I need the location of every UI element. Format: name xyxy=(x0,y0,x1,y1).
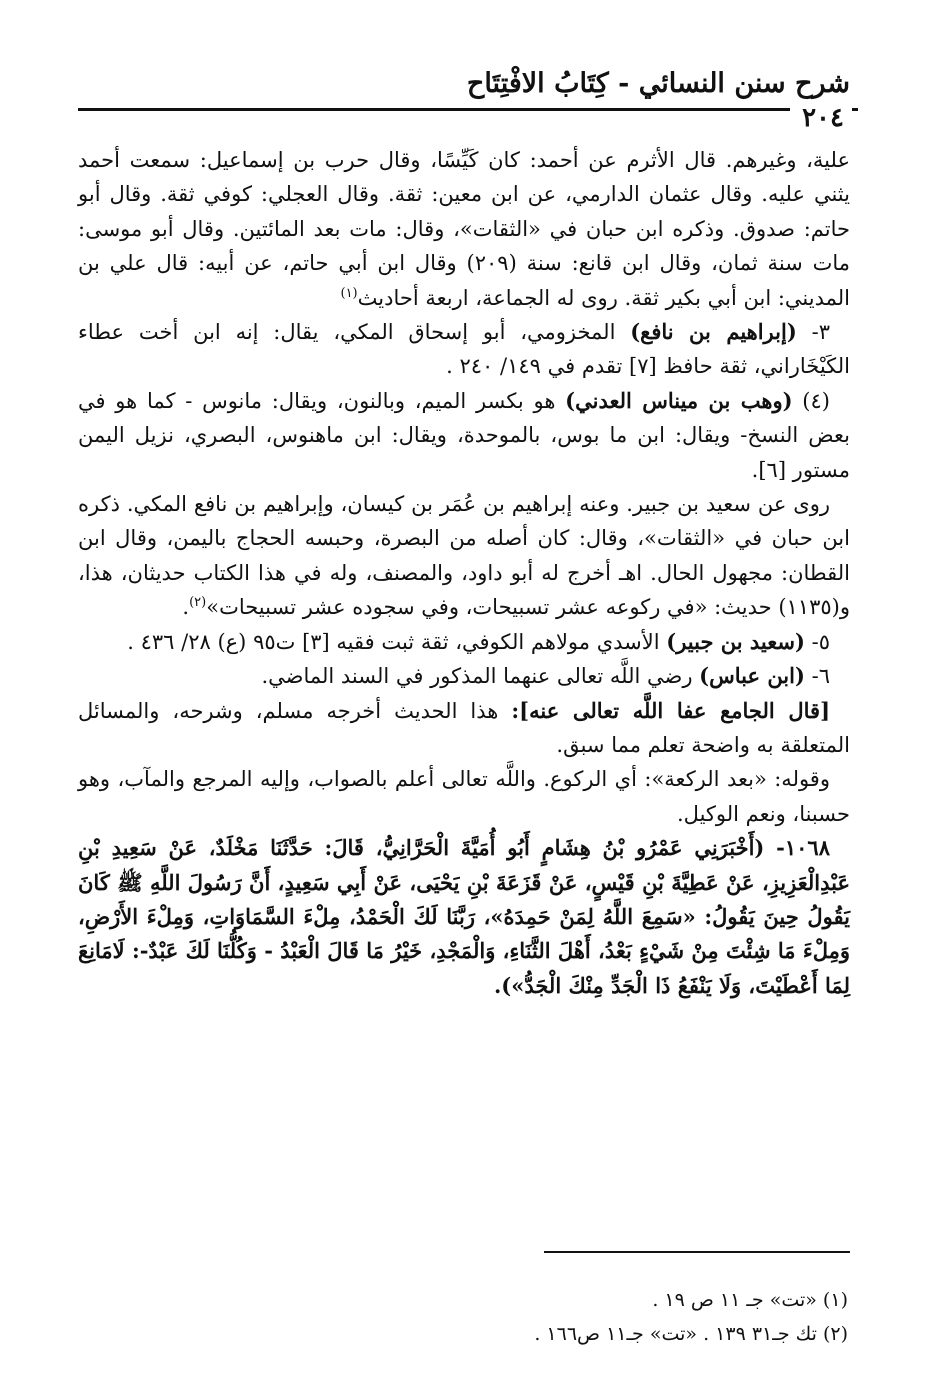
paragraph-text: المخزومي، أبو إسحاق المكي، يقال: إنه ابن أخت عطاء الكَيْخَاراني، ثقة حافظ [٧] تقدم في ١٤٩/ ٢٤٠ . xyxy=(78,320,850,379)
paragraph-narrator-5 xyxy=(78,625,850,659)
footnote-ref-1: (١) xyxy=(340,285,358,301)
paragraph-narrator-6 xyxy=(78,659,850,693)
footnote-2: (٢) تك جـ٣١ ١٣٩ . «تت» جـ١١ ص١٦٦ . xyxy=(534,1323,848,1345)
running-header-title: شرح سنن النسائي - كِتَابُ الافْتِتَاح xyxy=(466,68,850,99)
narrator-number: ٦- xyxy=(811,664,830,689)
narrator-name: (سعيد بن جبير) xyxy=(666,628,805,654)
narrator-name: (ابن عباس) xyxy=(699,663,805,689)
paragraph-end: . xyxy=(182,595,190,620)
paragraph-text: هو بكسر الميم، وبالنون، ويقال: مانوس - كما هو في بعض النسخ- ويقال: ابن ما بوس، بالموحدة، ويقال: ابن ماهنوس، البصري، نزيل اليمن مستور [٦]. xyxy=(78,388,850,482)
paragraph-narrator-biography xyxy=(78,143,850,315)
footnote-1: (١) «تت» جـ ١١ ص ١٩ . xyxy=(652,1289,848,1311)
narrator-number: (٤) xyxy=(802,388,830,413)
hadith-1068: ١٠٦٨- (أَخْبَرَنِي عَمْرُو بْنُ هِشَامٍ أَبُو أُمَيَّةَ الْحَرَّانِيُّ، قَالَ: حَدَّثَنَا مَخْلَدٌ، عَنْ سَعِيدِ بْنِ عَبْدِالْعَزِيزِ، عَنْ عَطِيَّةَ بْنِ قَيْسٍ، عَنْ قَزَعَةَ بْنِ يَحْيَى، عَنْ أَبِي سَعِيدٍ، أَنَّ رَسُولَ اللَّهِ ﷺ كَانَ يَقُولُ حِينَ يَقُولُ: «سَمِعَ اللَّهُ لِمَنْ حَمِدَهُ»، رَبَّنَا لَكَ الْحَمْدُ، مِلْءَ السَّمَاوَاتِ، وَمِلْءَ الأَرْضِ، وَمِلْءَ مَا شِئْتَ مِنْ شَيْءٍ بَعْدُ، أَهْلَ الثَّنَاءِ، وَالْمَجْدِ، خَيْرُ مَا قَالَ الْعَبْدُ - وَكُلُّنَا لَكَ عَبْدٌ-: لَامَانِعَ لِمَا أَعْطَيْتَ، وَلَا يَنْفَعُ ذَا الْجَدِّ مِنْكَ الْجَدُّ»). xyxy=(78,835,850,998)
narrator-name: (وهب بن ميناس العدني) xyxy=(565,387,793,413)
narrator-number: ٣- xyxy=(811,320,830,345)
paragraph-text: روى عن سعيد بن جبير. وعنه إبراهيم بن عُمَر بن كيسان، وإبراهيم بن نافع المكي. ذكره ابن حبان في «الثقات»، وقال: كان أصله من البصرة، وحبسه الحجاج باليمن، وقال ابن القطان: مجهول الحال. اهـ أخرج له أبو داود، والمصنف، وله في هذا الكتاب حديثان، هذا، و(١١٣٥) حديث: «في ركوعه عشر تسبيحات، وفي سجوده عشر تسبيحات» xyxy=(78,492,850,620)
paragraph-text: علية، وغيرهم. قال الأثرم عن أحمد: كان كَيِّسًا، وقال حرب بن إسماعيل: سمعت أحمد يثني عليه. وقال عثمان الدارمي، عن ابن معين: ثقة. وقال العجلي: كوفي ثقة. وقال أبو حاتم: صدوق. وذكره ابن حبان في «الثقات»، وقال: مات بعد المائتين. وقال أبو موسى: مات سنة ثمان، وقال ابن قانع: سنة (٢٠٩) وقال ابن أبي حاتم، عن أبيه: قال علي بن المديني: ابن أبي بكير ثقة. روى له الجماعة، اربعة أحاديث xyxy=(78,148,850,310)
compiler-label: [قال الجامع عفا اللَّه تعالى عنه]: xyxy=(511,697,831,723)
paragraph-text: الأسدي مولاهم الكوفي، ثقة ثبت فقيه [٣] ت٩٥ (ع) ٢٨/ ٤٣٦ . xyxy=(127,629,660,654)
footnote-rule xyxy=(544,1251,850,1253)
paragraph-narrator-4 xyxy=(78,384,850,487)
narrator-name: (إبراهيم بن نافع) xyxy=(630,319,797,345)
page-number: ٢٠٤ xyxy=(790,102,852,134)
footnotes xyxy=(148,1283,848,1351)
body-text xyxy=(78,143,850,1003)
paragraph-explanation: وقوله: «بعد الركعة»: أي الركوع. واللَّه تعالى أعلم بالصواب، وإليه المرجع والمآب، وهو حسبنا، ونعم الوكيل. xyxy=(78,767,850,826)
paragraph-narrator-4-details xyxy=(78,487,850,625)
paragraph-narrator-3 xyxy=(78,315,850,384)
header-rule xyxy=(78,108,858,111)
paragraph-text: هذا الحديث أخرجه مسلم، وشرحه، والمسائل المتعلقة به واضحة تعلم مما سبق. xyxy=(78,698,850,757)
narrator-number: ٥- xyxy=(811,629,830,654)
paragraph-compiler-note xyxy=(78,694,850,763)
paragraph-text: رضي اللَّه تعالى عنهما المذكور في السند الماضي. xyxy=(261,664,693,689)
footnote-ref-2: (٢) xyxy=(189,595,207,611)
